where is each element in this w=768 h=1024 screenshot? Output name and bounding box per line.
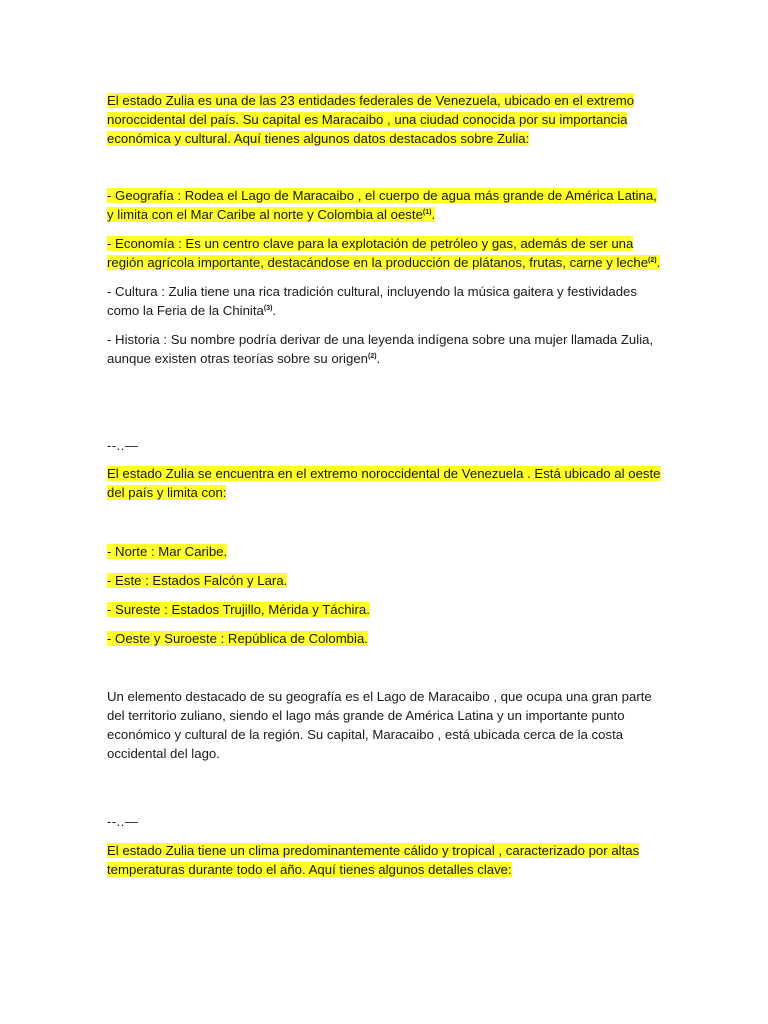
- limite-este: - Este : Estados Falcón y Lara.: [107, 573, 288, 588]
- cultura-text: - Cultura : Zulia tiene una rica tradición cultural, incluyendo la música gaitera y festividades como la Feria de la Chinita: [107, 284, 637, 318]
- economia-text: - Economía : Es un centro clave para la explotación de petróleo y gas, además de ser una región agrícola importante, destacándose en la producción de plátanos, frutas, carne y leche: [107, 236, 649, 270]
- historia-text: - Historia : Su nombre podría derivar de una leyenda indígena sobre una mujer llamada Zulia, aunque existen otras teorías sobre su origen: [107, 332, 654, 366]
- ubicacion-intro: [107, 464, 663, 502]
- limite-item: [107, 600, 663, 619]
- clima-intro-text: El estado Zulia tiene un clima predominantemente cálido y tropical , caracterizado por altas temperaturas durante todo el año. Aquí tienes algunos detalles clave:: [107, 843, 640, 877]
- intro-text: El estado Zulia es una de las 23 entidades federales de Venezuela, ubicado en el extremo noroccidental del país. Su capital es Maracaibo , una ciudad conocida por su importancia económica y cultural. Aquí tienes algunos datos destacados sobre Zulia:: [107, 93, 635, 146]
- limite-norte: - Norte : Mar Caribe.: [107, 544, 228, 559]
- geografia-ref: (1): [422, 209, 432, 216]
- section-separator: --..—: [107, 814, 139, 829]
- limite-item: [107, 571, 663, 590]
- section-separator: --..—: [107, 438, 139, 453]
- limite-item: [107, 542, 663, 561]
- lago-paragraph: Un elemento destacado de su geografía es el Lago de Maracaibo , que ocupa una gran parte del territorio zuliano, siendo el lago más grande de América Latina y un importante punto económico y cultural de la región. Su capital, Maracaibo , está ubicada cerca de la costa occidental del lago.: [107, 689, 652, 761]
- economia-bullet: - Economía : Es un centro clave para la explotación de petróleo y gas, además de ser una región agrícola importante, destacándose en la producción de plátanos, frutas, carne y leche$^{(2)}$.: [107, 236, 661, 270]
- clima-intro: [107, 841, 663, 879]
- geografia-bullet: - Geografía : Rodea el Lago de Maracaibo , el cuerpo de agua más grande de América Latina, y limita con el Mar Caribe al norte y Colombia al oeste$^{(1)}$.: [107, 188, 657, 222]
- limite-sureste: - Sureste : Estados Trujillo, Mérida y Táchira.: [107, 602, 370, 617]
- economia-ref: (2): [648, 257, 657, 264]
- geografia-text: - Geografía : Rodea el Lago de Maracaibo , el cuerpo de agua más grande de América Latina, y limita con el Mar Caribe al norte y Colombia al oeste: [107, 188, 657, 222]
- historia-bullet: - Historia : Su nombre podría derivar de una leyenda indígena sobre una mujer llamada Zulia, aunque existen otras teorías sobre su origen$^{(2)}$.: [107, 332, 654, 366]
- limite-item: [107, 629, 663, 648]
- limite-oeste: - Oeste y Suroeste : República de Colombia.: [107, 631, 368, 646]
- intro-paragraph: [107, 91, 663, 148]
- historia-ref: (2): [367, 353, 377, 360]
- cultura-ref: (3): [263, 305, 273, 312]
- cultura-bullet: - Cultura : Zulia tiene una rica tradición cultural, incluyendo la música gaitera y festividades como la Feria de la Chinita$^{(3)}$.: [107, 284, 637, 318]
- ubicacion-intro-text: El estado Zulia se encuentra en el extremo noroccidental de Venezuela . Está ubicado al oeste del país y limita con:: [107, 466, 661, 500]
